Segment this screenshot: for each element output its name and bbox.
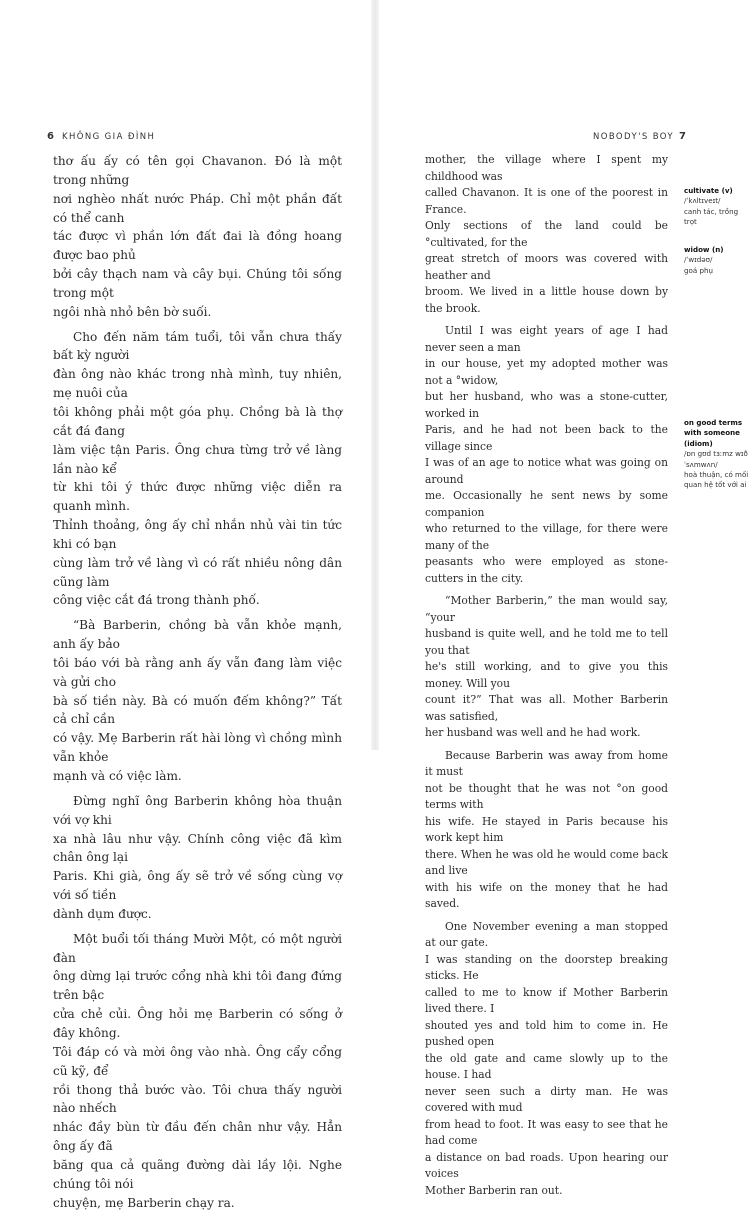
vietnamese-text — [53, 152, 342, 1218]
text-line: mạnh và có việc làm. — [53, 769, 182, 783]
text-line: bà số tiền này. Bà có muốn đếm không?” Tất cả chỉ cần — [53, 693, 342, 727]
text-line: xa nhà lâu như vậy. Chính công việc đã kìm chân ông lại — [53, 831, 342, 865]
glossary-ipa: /ɒn ɡʊd tɜːmz wɪð ˈsʌmwʌn/ — [684, 449, 748, 469]
text-line: great stretch of moors was covered with heather and — [425, 252, 668, 282]
english-text — [425, 152, 668, 1205]
text-line: there. When he was old he would come back and live — [425, 847, 668, 877]
text-line: từ khi tôi ý thức được những việc diễn ra quanh mình. — [53, 480, 342, 514]
paragraph — [425, 919, 668, 1200]
paragraph — [53, 930, 342, 1213]
text-line: who returned to the village, for there were many of the — [425, 522, 668, 552]
glossary-term: widow (n) — [684, 245, 724, 254]
paragraph — [425, 323, 668, 587]
left-running-head — [47, 131, 155, 142]
paragraph — [53, 152, 342, 322]
text-line: shouted yes and told him to come in. He pushed open — [425, 1018, 668, 1048]
text-line: tôi báo với bà rằng anh ấy vẫn đang làm việc và gửi cho — [53, 655, 342, 689]
text-line: băng qua cả quãng đường dài lầy lội. Nghe chúng tôi nói — [53, 1157, 342, 1191]
text-line: Một buổi tối tháng Mười Một, có một người đàn — [53, 931, 342, 965]
right-running-head — [593, 131, 686, 142]
text-line: Paris, and he had not been back to the village since — [425, 423, 668, 453]
glossary-meaning: hoà thuận, có mối quan hệ tốt với ai — [684, 470, 749, 490]
text-line: tôi không phải một góa phụ. Chồng bà là thợ cắt đá đang — [53, 404, 342, 438]
text-line: Tôi đáp có và mời ông vào nhà. Ông cẩy cổng cũ kỹ, để — [53, 1044, 342, 1078]
paragraph — [425, 152, 668, 317]
glossary-entry-on-good-terms — [684, 418, 750, 491]
text-line: Paris. Khi già, ông ấy sẽ trở về sống cùng vợ với số tiền — [53, 869, 342, 903]
text-line: “Bà Barberin, chồng bà vẫn khỏe mạnh, anh ấy bảo — [53, 618, 342, 652]
text-line: her husband was well and he had work. — [425, 726, 641, 739]
glossary-term: cultivate (v) — [684, 186, 733, 195]
glossary-meaning: canh tác, trồng trọt — [684, 206, 739, 227]
text-line: peasants who were employed as stone-cutters in the city. — [425, 555, 668, 585]
text-line: Until I was eight years of age I had never seen a man — [425, 324, 668, 354]
glossary-meaning: goá phụ — [684, 265, 713, 275]
text-line: Only sections of the land could be °cultivated, for the — [425, 219, 668, 249]
text-line: cửa chẻ củi. Ông hỏi mẹ Barberin có sống ở đây không. — [53, 1007, 342, 1040]
text-line: ngôi nhà nhỏ bên bờ suối. — [53, 304, 212, 319]
text-line: called to me to know if Mother Barberin lived there. I — [425, 985, 668, 1015]
text-line: he's still working, and to give you this money. Will you — [425, 660, 668, 690]
left-page — [0, 0, 373, 1210]
text-line: “Mother Barberin,” the man would say, “your — [425, 594, 668, 624]
glossary-entry-cultivate — [684, 186, 750, 228]
text-line: rồi thong thả bước vào. Tôi chưa thấy người nào nhếch — [53, 1082, 342, 1116]
left-page-number: 6 — [47, 131, 54, 142]
glossary-ipa: /ˈkʌltɪveɪt/ — [684, 196, 721, 206]
text-line: bởi cây thạch nam và cây bụi. Chúng tôi sống trong một — [53, 267, 342, 300]
text-line: but her husband, who was a stone-cutter, worked in — [425, 390, 668, 420]
text-line: a distance on bad roads. Upon hearing our voices — [425, 1150, 668, 1180]
left-running-title: KHÔNG GIA ĐÌNH — [61, 132, 156, 142]
text-line: tác được vì phần lớn đất đai là đồng hoang được bao phủ — [53, 229, 342, 263]
right-page-number: 7 — [679, 131, 686, 142]
text-line: broom. We lived in a little house down by the brook. — [425, 285, 668, 315]
text-line: Mother Barberin ran out. — [425, 1183, 563, 1197]
paragraph — [53, 792, 342, 924]
text-line: not be thought that he was not °on good terms with — [425, 781, 668, 811]
text-line: the old gate and came slowly up to the house. I had — [425, 1051, 668, 1081]
text-line: Đừng nghĩ ông Barberin không hòa thuận với vợ khi — [53, 793, 342, 827]
glossary-ipa: /ˈwɪdəʊ/ — [684, 255, 713, 265]
text-line: đàn ông nào khác trong nhà mình, tuy nhiên, mẹ nuôi của — [53, 367, 342, 401]
text-line: from head to foot. It was easy to see that he had come — [425, 1117, 668, 1147]
text-line: cùng làm trở về làng vì có rất nhiều nông dân cũng làm — [53, 555, 342, 589]
right-running-title: NOBODY'S BOY — [593, 132, 675, 142]
text-line: in our house, yet my adopted mother was not a °widow, — [425, 357, 668, 387]
text-line: nơi nghèo nhất nước Pháp. Chỉ một phần đất có thể canh — [53, 191, 342, 225]
paragraph — [425, 593, 668, 742]
text-line: his wife. He stayed in Paris because his work kept him — [425, 814, 668, 844]
text-line: thơ ấu ấy có tên gọi Chavanon. Đó là một trong những — [53, 154, 342, 187]
paragraph — [53, 328, 342, 611]
text-line: ông dừng lại trước cổng nhà khi tôi đang đứng trên bậc — [53, 969, 342, 1003]
text-line: Because Barberin was away from home it must — [425, 748, 668, 778]
text-line: called Chavanon. It is one of the poorest in France. — [425, 186, 668, 216]
text-line: never seen such a dirty man. He was covered with mud — [425, 1084, 668, 1114]
text-line: mother, the village where I spent my childhood was — [425, 153, 668, 183]
text-line: husband is quite well, and he told me to tell you that — [425, 627, 668, 657]
text-line: nhác đầy bùn từ đầu đến chân như vậy. Hẳn ông ấy đã — [53, 1120, 342, 1154]
paragraph — [425, 748, 668, 913]
text-line: with his wife on the money that he had saved. — [425, 880, 668, 910]
text-line: I was of an age to notice what was going on around — [425, 456, 668, 486]
text-line: Cho đến năm tám tuổi, tôi vẫn chưa thấy bất kỳ người — [53, 329, 342, 363]
text-line: có vậy. Mẹ Barberin rất hài lòng vì chồng mình vẫn khỏe — [53, 731, 342, 765]
text-line: công việc cắt đá trong thành phố. — [53, 593, 260, 608]
text-line: Thỉnh thoảng, ông ấy chỉ nhắn nhủ vài tin tức khi có bạn — [53, 518, 342, 551]
text-line: count it?” That was all. Mother Barberin was satisfied, — [425, 693, 668, 723]
glossary-entry-widow — [684, 245, 750, 276]
text-line: dành dụm được. — [53, 906, 152, 921]
text-line: I was standing on the doorstep breaking sticks. He — [425, 952, 668, 982]
paragraph — [53, 616, 342, 786]
text-line: chuyện, mẹ Barberin chạy ra. — [53, 1195, 235, 1210]
text-line: One November evening a man stopped at our gate. — [425, 919, 668, 949]
text-line: me. Occasionally he sent news by some companion — [425, 489, 668, 519]
text-line: làm việc tận Paris. Ông chưa từng trở về làng lần nào kể — [53, 442, 342, 476]
glossary-term: on good terms with someone (idiom) — [684, 418, 743, 448]
